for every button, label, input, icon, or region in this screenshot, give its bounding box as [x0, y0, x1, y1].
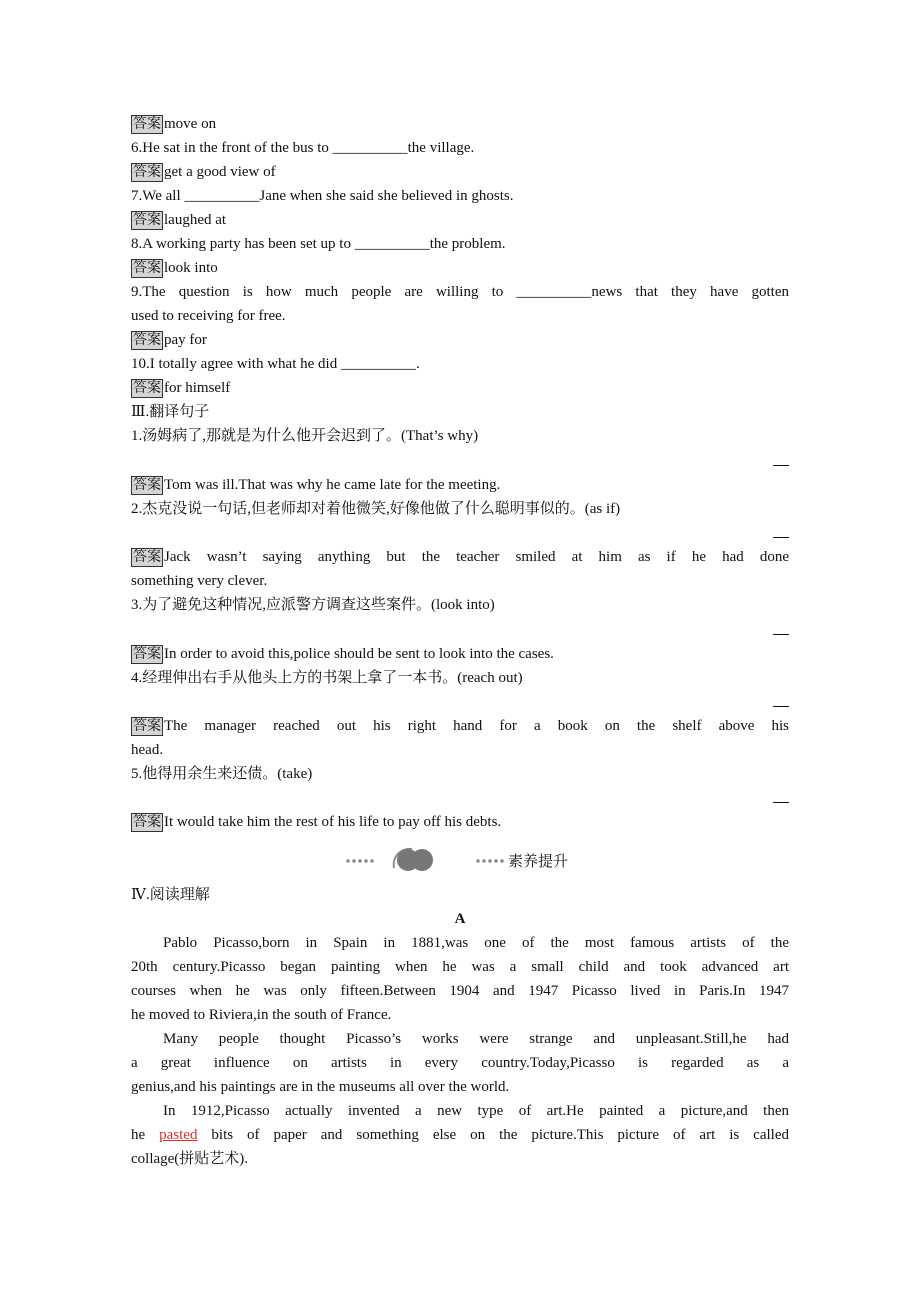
question-line: [131, 764, 789, 784]
answer-line: [131, 378, 789, 398]
answer-line: [131, 210, 789, 230]
line-text: 2.杰克没说一句话,但老师却对着他微笑,好像他做了什么聪明事似的。(as if): [131, 501, 621, 517]
line-text: 5.他得用余生来还债。(take): [131, 766, 313, 782]
line-text: 8.A working party has been set up to __________the problem.: [131, 236, 506, 252]
line-text: Tom was ill.That was why he came late for the meeting.: [164, 477, 501, 493]
question-line: [131, 571, 789, 591]
line-text: 6.He sat in the front of the bus to __________the village.: [131, 140, 475, 156]
line-text: move on: [164, 116, 217, 132]
line-text: It would take him the rest of his life to pay off his debts.: [164, 814, 502, 830]
line-text: look into: [164, 260, 218, 276]
answer-line: [773, 706, 789, 707]
passage-line: a great influence on artists in every country.Today,Picasso is regarded as a: [131, 1055, 789, 1071]
line-text: Jack wasn’t saying anything but the teacher smiled at him as if he had done: [164, 549, 789, 565]
line-text: used to receiving for free.: [131, 308, 286, 324]
question-line: [131, 354, 789, 374]
question-line: [131, 306, 789, 326]
answer-line: [131, 114, 789, 134]
question-line: [131, 499, 789, 519]
question-line: [131, 234, 789, 254]
line-text: Ⅲ.翻译句子: [131, 404, 210, 420]
line-text: 4.经理伸出右手从他头上方的书架上拿了一本书。(reach out): [131, 670, 523, 686]
passage-line: he moved to Riviera,in the south of France.: [131, 1007, 392, 1023]
question-line: [131, 595, 789, 615]
passage-line: In 1912,Picasso actually invented a new type of art.He painted a picture,and then: [163, 1103, 789, 1119]
line-text: get a good view of: [164, 164, 276, 180]
answer-line: [773, 802, 789, 803]
answer-badge: 答案: [133, 164, 161, 181]
passage-line: Many people thought Picasso’s works were strange and unpleasant.Still,he had: [163, 1031, 789, 1047]
answer-badge: 答案: [133, 646, 161, 663]
line-text: laughed at: [164, 212, 227, 228]
line-text: 10.I totally agree with what he did __________.: [131, 356, 420, 372]
line-text: something very clever.: [131, 573, 268, 589]
section-title: Ⅳ.阅读理解: [131, 887, 210, 903]
answer-badge: 答案: [133, 332, 161, 349]
answer-line: [131, 547, 789, 567]
answer-line: [131, 330, 789, 350]
answer-line: [773, 465, 789, 466]
answer-badge: 答案: [133, 260, 161, 277]
line-text: for himself: [164, 380, 231, 396]
answer-badge: 答案: [133, 718, 161, 735]
answer-line: [131, 258, 789, 278]
answer-badge: 答案: [133, 212, 161, 229]
line-text: 1.汤姆病了,那就是为什么他开会迟到了。(That’s why): [131, 428, 479, 444]
answer-line: [131, 162, 789, 182]
line-text: 7.We all __________Jane when she said she believed in ghosts.: [131, 188, 514, 204]
answer-badge: 答案: [133, 549, 161, 566]
highlighted-word: pasted: [159, 1127, 198, 1143]
circle-icon: [411, 849, 433, 871]
question-line: [131, 186, 789, 206]
passage-line: courses when he was only fifteen.Between 1904 and 1947 Picasso lived in Paris.In 1947: [131, 983, 789, 999]
answer-line: [773, 634, 789, 635]
answer-badge: 答案: [133, 477, 161, 494]
answer-line: [131, 475, 789, 495]
line-text: he: [131, 1127, 160, 1143]
question-line: [131, 138, 789, 158]
answer-line: [131, 716, 789, 736]
line-text: The manager reached out his right hand for a book on the shelf above his: [164, 718, 789, 734]
line-text: pay for: [164, 332, 207, 348]
line-text: 3.为了避免这种情况,应派警方调查这些案件。(look into): [131, 597, 495, 613]
section-banner-title: 素养提升: [508, 852, 569, 870]
passage-line: genius,and his paintings are in the museums all over the world.: [131, 1079, 510, 1095]
answer-badge: 答案: [133, 116, 161, 133]
section-divider: [346, 846, 586, 874]
line-text: 9.The question is how much people are willing to __________news that they have gotten: [131, 284, 789, 300]
answer-line: [131, 644, 789, 664]
passage-line: [131, 1125, 789, 1145]
passage-line: collage(拼贴艺术).: [131, 1151, 249, 1167]
line-text: head.: [131, 742, 164, 758]
line-text: In order to avoid this,police should be sent to look into the cases.: [164, 646, 554, 662]
question-line: [131, 426, 789, 446]
passage-label: A: [454, 911, 466, 927]
question-line: [131, 282, 789, 302]
answer-line: [773, 537, 789, 538]
question-line: [131, 402, 789, 422]
answer-badge: 答案: [133, 380, 161, 397]
line-text: bits of paper and something else on the picture.This picture of art is called: [197, 1127, 789, 1143]
question-line: [131, 740, 789, 760]
answer-line: [131, 812, 789, 832]
passage-line: 20th century.Picasso began painting when he was a small child and took advanced art: [131, 959, 789, 975]
passage-line: Pablo Picasso,born in Spain in 1881,was one of the most famous artists of the: [163, 935, 789, 951]
question-line: [131, 668, 789, 688]
answer-badge: 答案: [133, 814, 161, 831]
